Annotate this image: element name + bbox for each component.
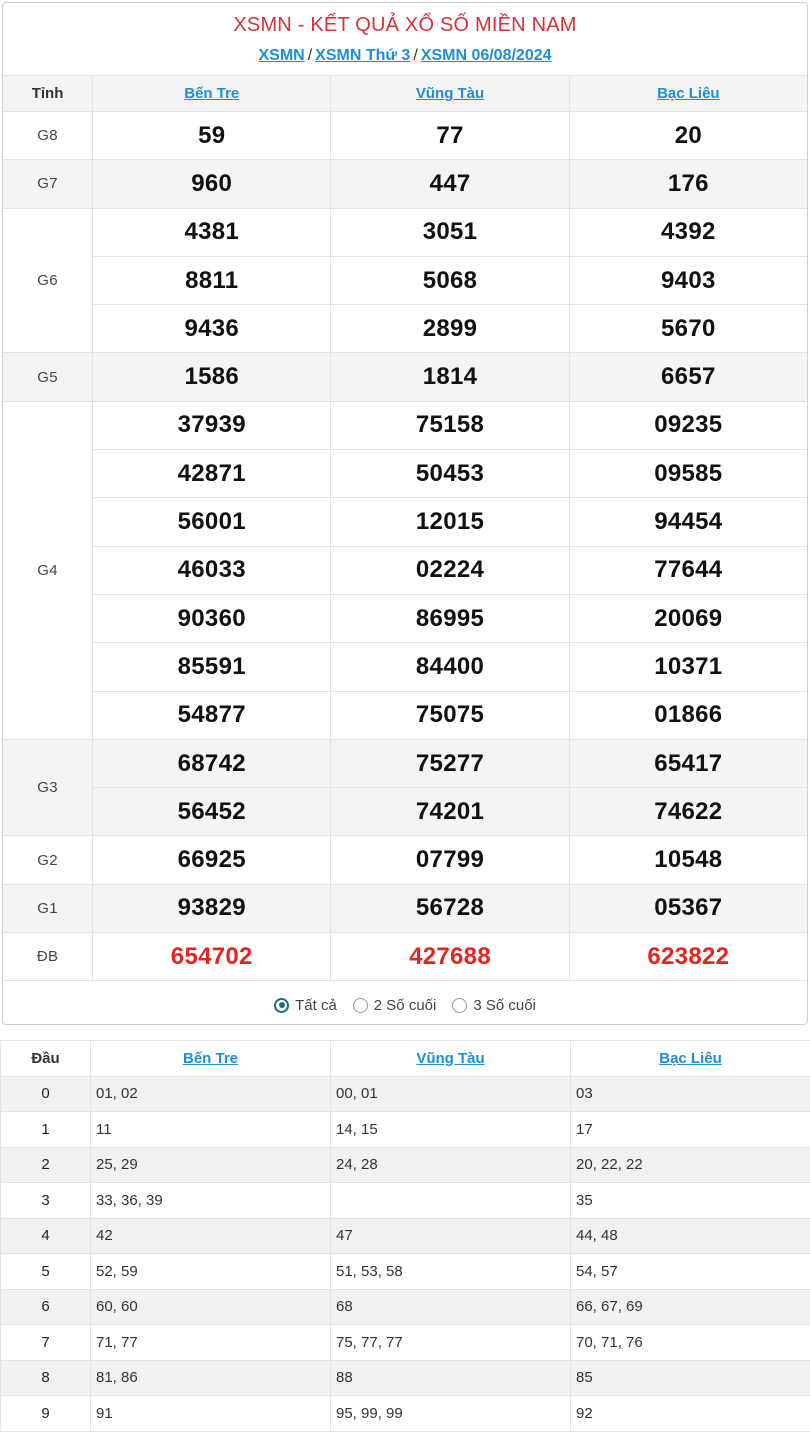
prize-row-g6	[3, 256, 808, 304]
province-column-header: Tỉnh	[3, 76, 93, 112]
prize-row-đb	[3, 933, 808, 981]
results-table	[2, 75, 808, 981]
loto-row	[1, 1112, 810, 1148]
loto-values	[331, 1183, 571, 1219]
prize-number: 56452	[93, 788, 331, 836]
loto-values: 71, 77	[91, 1325, 331, 1361]
loto-values: 17	[571, 1112, 810, 1148]
breadcrumb-separator: /	[413, 47, 418, 64]
prize-row-g8	[3, 112, 808, 160]
prize-number: 93829	[93, 884, 331, 932]
dau-digit: 2	[1, 1147, 91, 1183]
dau-digit: 9	[1, 1396, 91, 1432]
breadcrumb-link-date[interactable]: XSMN 06/08/2024	[420, 47, 552, 64]
dau-digit: 1	[1, 1112, 91, 1148]
loto-values: 95, 99, 99	[331, 1396, 571, 1432]
prize-number: 59	[93, 112, 331, 160]
loto-values: 60, 60	[91, 1289, 331, 1325]
filter-option-3-digits[interactable]	[452, 997, 536, 1014]
prize-number: 90360	[93, 594, 331, 642]
radio-empty-icon[interactable]	[353, 998, 368, 1013]
prize-number: 54877	[93, 691, 331, 739]
province-link-vung-tau[interactable]: Vũng Tàu	[415, 85, 485, 102]
loto-row	[1, 1076, 810, 1112]
loto-header-vung-tau	[331, 1041, 571, 1077]
prize-number: 1814	[331, 353, 569, 401]
prize-row-g7	[3, 160, 808, 208]
page-title: XSMN - KẾT QUẢ XỔ SỐ MIỀN NAM	[233, 14, 577, 36]
prize-number: 9403	[569, 256, 807, 304]
filter-option-label: 2 Số cuối	[373, 996, 437, 1014]
prize-number: 42871	[93, 450, 331, 498]
loto-values: 11	[91, 1112, 331, 1148]
prize-row-g6	[3, 305, 808, 353]
special-prize-number: 623822	[569, 933, 807, 981]
dau-digit: 6	[1, 1289, 91, 1325]
loto-values: 25, 29	[91, 1147, 331, 1183]
prize-row-g2	[3, 836, 808, 884]
loto-province-link-ben-tre[interactable]: Bến Tre	[182, 1049, 239, 1067]
loto-row	[1, 1325, 810, 1361]
prize-number: 10371	[569, 643, 807, 691]
loto-row	[1, 1147, 810, 1183]
loto-values: 92	[571, 1396, 810, 1432]
breadcrumb-link-weekday[interactable]: XSMN Thứ 3	[315, 47, 411, 64]
province-header-ben-tre	[93, 76, 331, 112]
prize-label: G1	[3, 884, 93, 932]
province-header-vung-tau	[331, 76, 569, 112]
prize-number: 5068	[331, 256, 569, 304]
prize-label: G8	[3, 112, 93, 160]
loto-values: 52, 59	[91, 1254, 331, 1290]
dau-digit: 8	[1, 1360, 91, 1396]
prize-number: 10548	[569, 836, 807, 884]
prize-number: 46033	[93, 546, 331, 594]
loto-header-bac-lieu	[571, 1041, 810, 1077]
prize-number: 85591	[93, 643, 331, 691]
prize-row-g4	[3, 546, 808, 594]
result-panel	[2, 2, 808, 1025]
breadcrumb-separator: /	[307, 47, 313, 64]
prize-row-g4	[3, 643, 808, 691]
prize-number: 12015	[331, 498, 569, 546]
prize-number: 05367	[569, 884, 807, 932]
prize-number: 02224	[331, 546, 569, 594]
prize-number: 01866	[569, 691, 807, 739]
prize-label: G4	[3, 401, 93, 739]
prize-number: 6657	[569, 353, 807, 401]
loto-row	[1, 1289, 810, 1325]
loto-values: 01, 02	[91, 1076, 331, 1112]
loto-values: 54, 57	[571, 1254, 810, 1290]
filter-option-2-digits[interactable]	[353, 997, 437, 1014]
loto-table	[0, 1040, 810, 1432]
loto-values: 91	[91, 1396, 331, 1432]
prize-label: ĐB	[3, 933, 93, 981]
special-prize-number: 427688	[331, 933, 569, 981]
prize-number: 56728	[331, 884, 569, 932]
loto-values: 35	[571, 1183, 810, 1219]
prize-row-g4	[3, 691, 808, 739]
loto-values: 24, 28	[331, 1147, 571, 1183]
loto-values: 20, 22, 22	[571, 1147, 810, 1183]
prize-number: 3051	[331, 208, 569, 256]
loto-values: 75, 77, 77	[331, 1325, 571, 1361]
loto-values: 44, 48	[571, 1218, 810, 1254]
prize-number: 86995	[331, 594, 569, 642]
dau-digit: 4	[1, 1218, 91, 1254]
prize-number: 09585	[569, 450, 807, 498]
prize-number: 176	[569, 160, 807, 208]
prize-row-g4	[3, 401, 808, 449]
prize-number: 4381	[93, 208, 331, 256]
loto-province-link-bac-lieu[interactable]: Bạc Liêu	[659, 1049, 722, 1067]
prize-number: 66925	[93, 836, 331, 884]
loto-values: 66, 67, 69	[571, 1289, 810, 1325]
dau-column-header: Đầu	[1, 1041, 91, 1077]
loto-row	[1, 1183, 810, 1219]
prize-row-g4	[3, 594, 808, 642]
loto-values: 03	[571, 1076, 810, 1112]
prize-number: 75277	[331, 739, 569, 787]
loto-header-row	[1, 1041, 810, 1077]
prize-number: 75158	[331, 401, 569, 449]
loto-values: 00, 01	[331, 1076, 571, 1112]
loto-row	[1, 1360, 810, 1396]
prize-row-g3	[3, 739, 808, 787]
loto-values: 14, 15	[331, 1112, 571, 1148]
prize-number: 447	[331, 160, 569, 208]
digit-filter	[3, 981, 807, 1025]
dau-digit: 7	[1, 1325, 91, 1361]
filter-option-label: 3 Số cuối	[473, 996, 536, 1014]
loto-values: 88	[331, 1360, 571, 1396]
loto-values: 33, 36, 39	[91, 1183, 331, 1219]
prize-number: 07799	[331, 836, 569, 884]
loto-row	[1, 1218, 810, 1254]
prize-number: 09235	[569, 401, 807, 449]
dau-digit: 0	[1, 1076, 91, 1112]
prize-number: 20	[569, 112, 807, 160]
loto-values: 42	[91, 1218, 331, 1254]
prize-number: 5670	[569, 305, 807, 353]
prize-number: 84400	[331, 643, 569, 691]
filter-option-label: Tất cả	[295, 996, 337, 1014]
breadcrumb	[3, 45, 807, 75]
breadcrumb-link-xsmn[interactable]: XSMN	[258, 47, 305, 64]
prize-row-g4	[3, 498, 808, 546]
loto-province-link-vung-tau[interactable]: Vũng Tàu	[416, 1049, 485, 1067]
loto-header-ben-tre	[91, 1041, 331, 1077]
prize-row-g4	[3, 450, 808, 498]
prize-number: 94454	[569, 498, 807, 546]
prize-number: 56001	[93, 498, 331, 546]
radio-selected-icon[interactable]	[274, 998, 289, 1013]
prize-number: 37939	[93, 401, 331, 449]
prize-label: G2	[3, 836, 93, 884]
prize-number: 77644	[569, 546, 807, 594]
prize-label: G6	[3, 208, 93, 353]
loto-row	[1, 1396, 810, 1432]
loto-values: 70, 71, 76	[571, 1325, 810, 1361]
prize-number: 8811	[93, 256, 331, 304]
radio-empty-icon[interactable]	[452, 998, 467, 1013]
prize-row-g6	[3, 208, 808, 256]
prize-number: 77	[331, 112, 569, 160]
prize-number: 1586	[93, 353, 331, 401]
loto-values: 68	[331, 1289, 571, 1325]
prize-label: G3	[3, 739, 93, 836]
prize-number: 960	[93, 160, 331, 208]
prize-row-g1	[3, 884, 808, 932]
loto-values: 81, 86	[91, 1360, 331, 1396]
loto-values: 47	[331, 1218, 571, 1254]
filter-option-all[interactable]	[274, 997, 337, 1014]
special-prize-number: 654702	[93, 933, 331, 981]
prize-number: 65417	[569, 739, 807, 787]
dau-digit: 5	[1, 1254, 91, 1290]
loto-values: 51, 53, 58	[331, 1254, 571, 1290]
prize-number: 50453	[331, 450, 569, 498]
prize-number: 4392	[569, 208, 807, 256]
dau-digit: 3	[1, 1183, 91, 1219]
prize-number: 20069	[569, 594, 807, 642]
prize-number: 2899	[331, 305, 569, 353]
loto-values: 85	[571, 1360, 810, 1396]
prize-number: 9436	[93, 305, 331, 353]
loto-row	[1, 1254, 810, 1290]
province-link-bac-lieu[interactable]: Bạc Liêu	[657, 85, 720, 102]
prize-number: 68742	[93, 739, 331, 787]
prize-row-g3	[3, 788, 808, 836]
prize-label: G7	[3, 160, 93, 208]
province-header-bac-lieu	[569, 76, 807, 112]
prize-label: G5	[3, 353, 93, 401]
results-header-row	[3, 76, 808, 112]
prize-number: 74622	[569, 788, 807, 836]
province-link-ben-tre[interactable]: Bến Tre	[184, 85, 240, 102]
prize-row-g5	[3, 353, 808, 401]
prize-number: 74201	[331, 788, 569, 836]
prize-number: 75075	[331, 691, 569, 739]
